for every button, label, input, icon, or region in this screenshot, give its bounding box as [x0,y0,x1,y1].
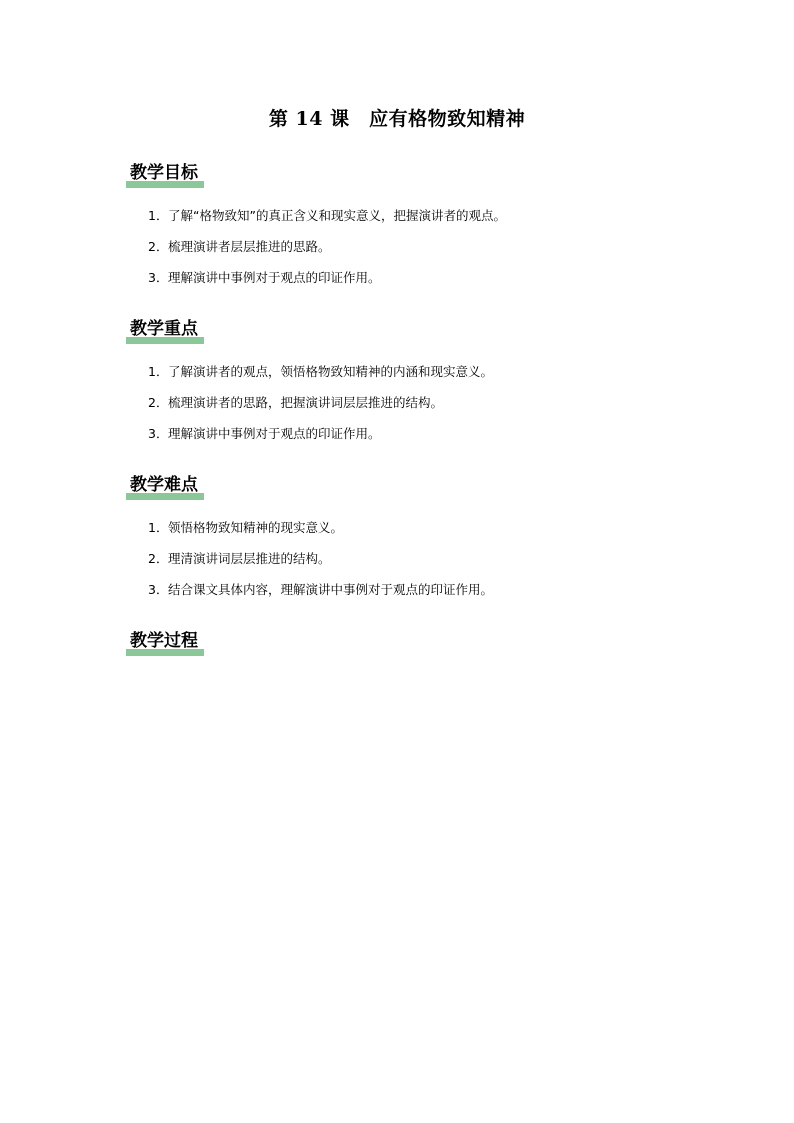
list-item [148,519,493,550]
section-heading-difficulties [126,474,204,500]
item-text: 理解演讲中事例对于观点的印证作用。 [168,270,381,285]
item-text: 梳理演讲者的思路，把握演讲词层层推进的结构。 [168,395,444,410]
section-heading-text: 教学重点 [130,319,198,339]
item-text: 理清演讲词层层推进的结构。 [168,551,331,566]
item-number: 2． [148,239,169,254]
list-item [148,238,506,269]
section-heading-key-points [126,318,204,344]
section-heading-text: 教学目标 [130,163,198,183]
difficulties-list [148,519,493,612]
section-heading-objectives [126,162,204,188]
item-number: 2． [148,551,169,566]
key-points-list [148,363,493,456]
item-text: 理解演讲中事例对于观点的印证作用。 [168,426,381,441]
item-text: 梳理演讲者层层推进的思路。 [168,239,331,254]
item-number: 2． [148,395,169,410]
item-number: 1． [148,520,169,535]
item-number: 3． [148,582,169,597]
list-item [148,207,506,238]
item-number: 3． [148,270,169,285]
list-item [148,394,493,425]
list-item [148,425,493,456]
section-heading-text: 教学难点 [130,475,198,495]
list-item [148,269,506,300]
list-item [148,581,493,612]
list-item [148,363,493,394]
item-text: 了解演讲者的观点，领悟格物致知精神的内涵和现实意义。 [168,364,494,379]
page-title: 第 14 课 应有格物致知精神 [268,108,526,130]
item-text: 结合课文具体内容，理解演讲中事例对于观点的印证作用。 [168,582,494,597]
section-heading-process [126,630,204,656]
item-text: 领悟格物致知精神的现实意义。 [168,520,344,535]
objectives-list [148,207,506,300]
item-number: 3． [148,426,169,441]
list-item [148,550,493,581]
item-text: 了解“格物致知”的真正含义和现实意义，把握演讲者的观点。 [168,208,506,223]
item-number: 1． [148,364,169,379]
item-number: 1． [148,208,169,223]
section-heading-text: 教学过程 [130,631,198,651]
